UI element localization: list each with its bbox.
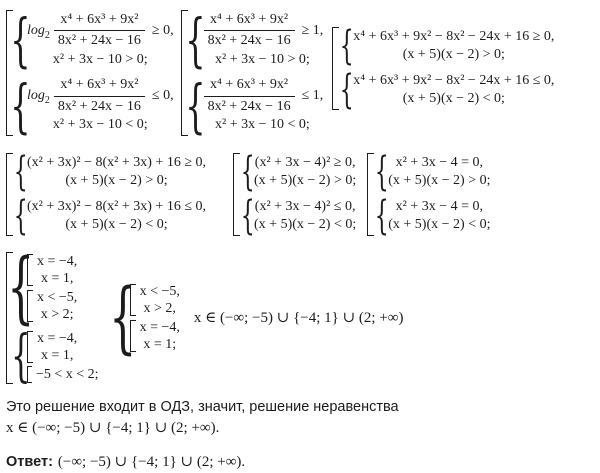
answer-label: Ответ: (6, 454, 53, 471)
interval-line: x < −5, (139, 283, 180, 299)
log-function: $\log_2$ (27, 88, 50, 106)
alternative-block-square (233, 149, 357, 240)
condition: (x + 5)(x − 2) < 0; (65, 217, 168, 233)
alternative-block-substitution (6, 149, 207, 240)
condition: x² + 3x − 10 > 0; (52, 51, 148, 67)
condition: (x + 5)(x − 2) < 0; (402, 91, 505, 107)
system: { (x² + 3x)² − 8(x² + 3x) + 16 ≥ 0, (x + 5)(x − 2) > 0; (13, 149, 207, 196)
option-bracket (27, 289, 77, 323)
square-bracket (233, 153, 240, 236)
log-base: 2 (44, 94, 50, 106)
inequality-line: (x² + 3x − 4)² ≥ 0, (254, 154, 356, 170)
conclusion (6, 398, 600, 473)
option-bracket (27, 330, 77, 364)
relation: ≤ 1, (301, 88, 324, 104)
condition: (x + 5)(x − 2) > 0; (388, 173, 491, 189)
root-line: x = 1, (40, 348, 74, 364)
root-line: x = 1; (143, 337, 177, 353)
inequality-line: x⁴ + 6x³ + 9x² − 8x² − 24x + 16 ≤ 0, (353, 72, 555, 88)
option-bracket (27, 253, 77, 287)
root-line: x = −4, (139, 319, 180, 335)
relation: ≤ 0, (151, 88, 174, 104)
alternative-block-equation (367, 149, 491, 240)
step-row-3 (6, 242, 600, 389)
square-bracket (6, 153, 13, 236)
fraction (204, 11, 295, 51)
fraction (54, 76, 145, 116)
system: { (x² + 3x)² − 8(x² + 3x) + 16 ≤ 0, (x + 5)(x − 2) < 0; (13, 193, 207, 240)
system: { x² + 3x − 4 = 0, (x + 5)(x − 2) > 0; (374, 149, 491, 196)
alternative-block-log (6, 6, 174, 140)
equation-line: x² + 3x − 4 = 0, (395, 198, 484, 214)
fraction-numerator: x⁴ + 6x³ + 9x² (204, 11, 295, 31)
combined-system: { x < −5, x > 2, x = −4, x = 1; (109, 272, 180, 363)
square-bracket (367, 153, 374, 236)
square-bracket (332, 27, 339, 110)
system-roots-A: { x = −4, x = 1, x < −5, x > 2; (6, 242, 78, 333)
fraction-numerator: x⁴ + 6x³ + 9x² (204, 76, 295, 96)
log-function: $\log_2$ (27, 22, 50, 41)
step-row-1 (6, 6, 600, 140)
inequality-line: (x² + 3x)² − 8(x² + 3x) + 16 ≥ 0, (27, 154, 207, 170)
interval-line: x > 2, (143, 300, 176, 316)
system-poly-ge: { x⁴ + 6x³ + 9x² − 8x² − 24x + 16 ≥ 0, (x + 5)(x − 2) > 0; (339, 23, 555, 70)
condition: x² + 3x − 10 < 0; (52, 117, 148, 133)
fraction (204, 76, 295, 116)
step-row-2 (6, 149, 600, 240)
option-bracket (130, 283, 180, 317)
system-roots-B: { x = −4, x = 1, −5 < x < 2; (10, 323, 99, 389)
system: { (x² + 3x − 4)² ≥ 0, (x + 5)(x − 2) > 0; (240, 149, 357, 196)
condition: (x + 5)(x − 2) > 0; (254, 173, 357, 189)
fraction-denominator: 8x² + 24x − 16 (207, 98, 291, 114)
interval-line: x < −5, (37, 289, 78, 305)
relation: ≥ 1, (301, 22, 324, 38)
conclusion-solution-set: x ∈ (−∞; −5) ∪ {−4; 1} ∪ (2; +∞). (6, 420, 220, 437)
system-frac-le: { $\frac{\text{x⁴ + 6x³ + 9x²}}{\text{8x² + 24x − 16}}$ ≤ 1, x² + 3x − 10 < 0; (184, 71, 324, 140)
alternative-block-fraction (181, 6, 324, 140)
option-bracket (130, 319, 180, 353)
interval-bracket-line (27, 366, 99, 383)
inequality-line: x⁴ + 6x³ + 9x² − 8x² − 24x + 16 ≥ 0, (353, 29, 555, 44)
system-log-le: { $\log_2$ $\frac{\text{x⁴ + 6x³ + 9x²}}{\text{8x² + 24x − 16}}$ ≤ 0, x² + 3x − 10 < 0; (10, 71, 174, 140)
system: { (x² + 3x − 4)² ≤ 0, (x + 5)(x − 2) < 0; (240, 193, 357, 240)
fraction-denominator: 8x² + 24x − 16 (57, 33, 141, 49)
conclusion-text: Это решение входит в ОДЗ, значит, решение неравенства (6, 399, 399, 416)
condition: (x + 5)(x − 2) < 0; (254, 217, 357, 233)
interval-line: x > 2; (40, 306, 74, 322)
system-frac-ge: { $\frac{\text{x⁴ + 6x³ + 9x²}}{\text{8x² + 24x − 16}}$ ≥ 1, x² + 3x − 10 > 0; (184, 6, 324, 75)
condition: x² + 3x − 10 > 0; (215, 51, 310, 67)
solution-set: x ∈ (−∞; −5) ∪ {−4; 1} ∪ (2; +∞) (193, 309, 404, 326)
fraction-numerator: x⁴ + 6x³ + 9x² (54, 76, 145, 96)
fraction (54, 11, 145, 51)
system-poly-le: { x⁴ + 6x³ + 9x² − 8x² − 24x + 16 ≤ 0, (x + 5)(x − 2) < 0; (339, 67, 555, 114)
condition: (x + 5)(x − 2) < 0; (388, 217, 491, 233)
root-line: x = −4, (37, 253, 78, 269)
system-log-ge: { $\log_2$ $\frac{\text{x⁴ + 6x³ + 9x²}}{\text{8x² + 24x − 16}}$ ≥ 0, x² + 3x − 10 > 0; (10, 6, 174, 75)
inequality-line: (x² + 3x − 4)² ≤ 0, (254, 198, 356, 214)
answer-value: (−∞; −5) ∪ {−4; 1} ∪ (2; +∞). (57, 454, 246, 471)
root-line: x = 1, (40, 270, 74, 286)
fraction-numerator: x⁴ + 6x³ + 9x² (54, 11, 145, 31)
root-line: x = −4, (37, 331, 78, 346)
condition: (x + 5)(x − 2) > 0; (65, 173, 168, 189)
condition: (x + 5)(x − 2) > 0; (402, 47, 505, 63)
equation-line: x² + 3x − 4 = 0, (395, 154, 484, 170)
alternative-block-polynomial (332, 23, 555, 114)
system: { x² + 3x − 4 = 0, (x + 5)(x − 2) < 0; (374, 193, 491, 240)
condition: x² + 3x − 10 < 0; (215, 117, 310, 133)
alternative-block-roots (6, 242, 99, 389)
interval-line: −5 < x < 2; (36, 367, 99, 383)
relation: ≥ 0, (151, 22, 174, 38)
fraction-denominator: 8x² + 24x − 16 (57, 98, 141, 114)
fraction-denominator: 8x² + 24x − 16 (207, 33, 291, 49)
inequality-line: (x² + 3x)² − 8(x² + 3x) + 16 ≤ 0, (27, 198, 207, 214)
answer-line (6, 453, 600, 473)
log-base: 2 (44, 29, 50, 41)
